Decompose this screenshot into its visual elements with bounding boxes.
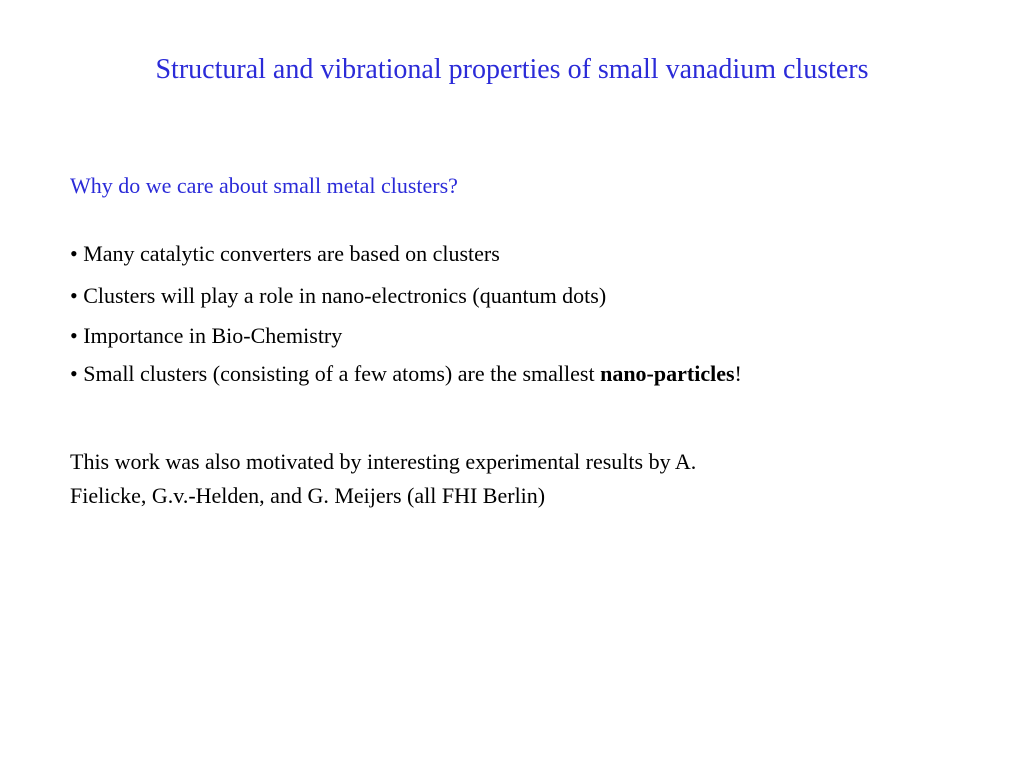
bullet-item-nano-particles [70, 360, 742, 388]
bullet-item: • Importance in Bio-Chemistry [70, 323, 343, 348]
slide-subtitle: Why do we care about small metal clusters? [70, 173, 458, 198]
note-line-1: This work was also motivated by interesting experimental results by A. [70, 449, 697, 474]
emphasis-nano-particles: nano-particles [600, 361, 735, 386]
bullet-text: • Small clusters (consisting of a few atoms) are the smallest [70, 361, 601, 386]
bullet-item: • Clusters will play a role in nano-electronics (quantum dots) [70, 283, 607, 308]
slide-title: Structural and vibrational properties of small vanadium clusters [155, 54, 869, 85]
bullet-item: • Many catalytic converters are based on clusters [70, 241, 500, 266]
motivation-note [70, 445, 930, 513]
note-line-2: Fielicke, G.v.-Helden, and G. Meijers (all FHI Berlin) [70, 483, 546, 508]
bullet-suffix: ! [734, 361, 742, 386]
